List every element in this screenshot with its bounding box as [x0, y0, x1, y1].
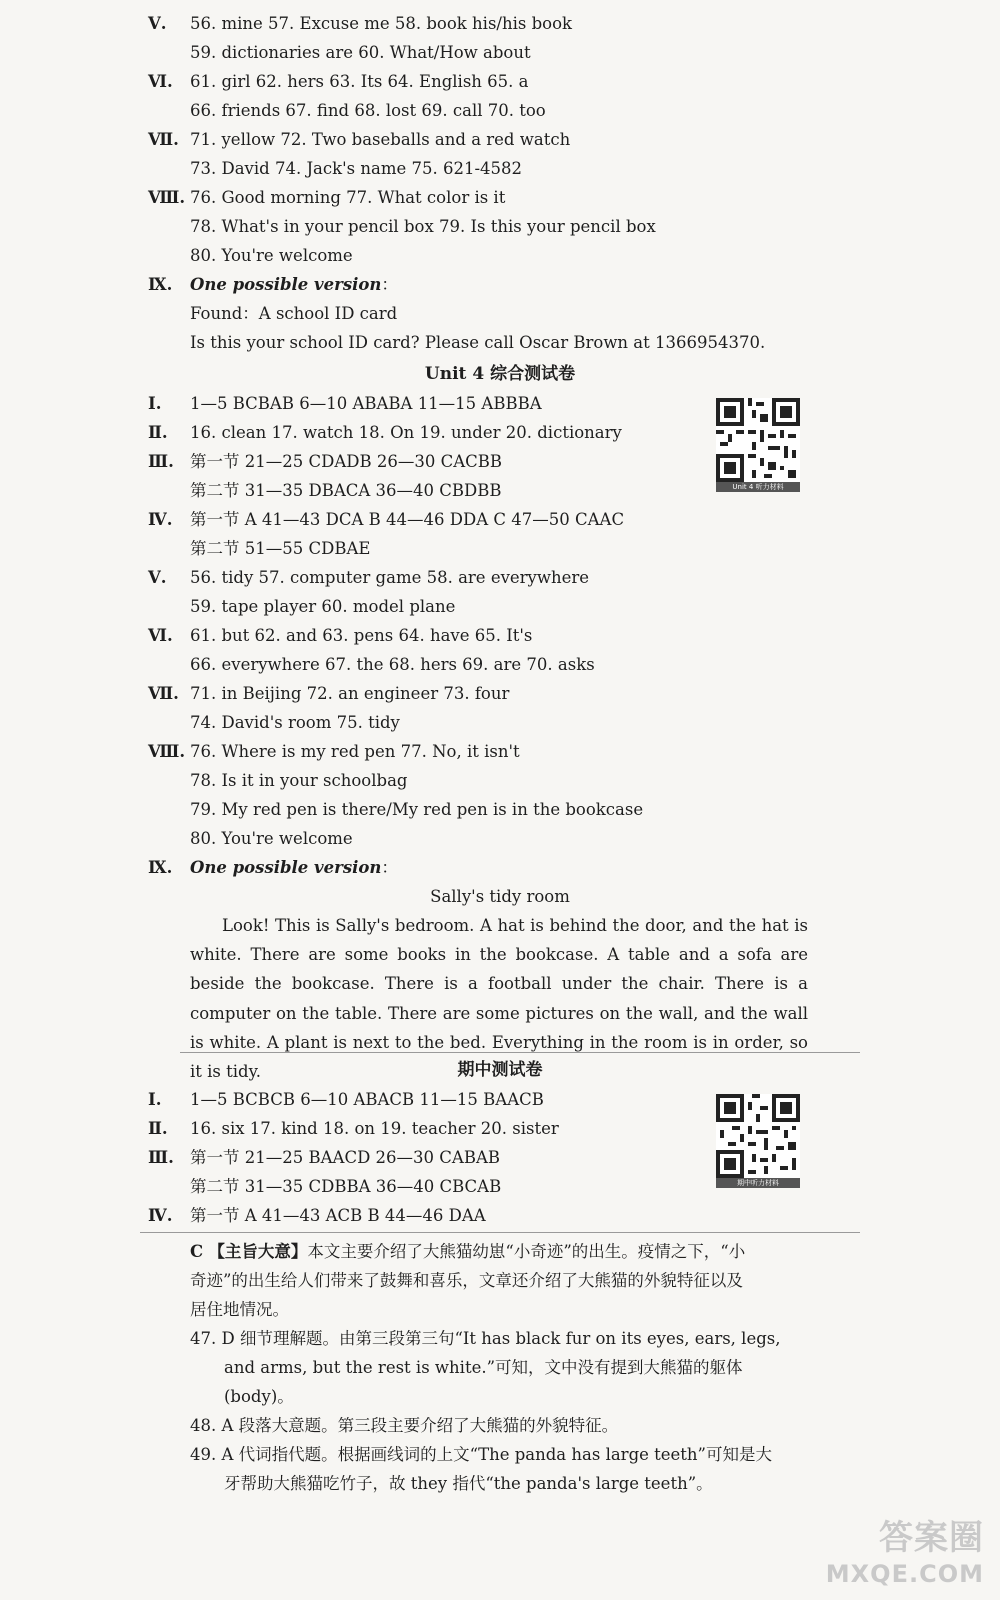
answer-line: 第二节 51—55 CDBAE: [190, 539, 371, 558]
answer-line: 第二节 31—35 CDBBA 36—40 CBCAB: [190, 1177, 502, 1196]
answer-line: 16. clean 17. watch 18. On 19. under 20. dictionary: [190, 423, 622, 442]
answer-line: 59. tape player 60. model plane: [190, 597, 456, 616]
page-split-divider: [140, 1232, 860, 1233]
qr-code-icon: [716, 1094, 800, 1178]
version-colon: ：: [381, 275, 398, 294]
site-watermark: [826, 1520, 984, 1592]
explanation-47-cont: (body)。: [224, 1387, 294, 1406]
section-numeral: Ⅰ.: [148, 1090, 162, 1109]
section-numeral: Ⅵ.: [148, 72, 173, 91]
answer-line: 61. girl 62. hers 63. Its 64. English 65. a: [190, 72, 529, 91]
watermark-url: MXQE.COM: [825, 1560, 984, 1588]
answer-line: 第二节 31—35 DBACA 36—40 CBDBB: [190, 481, 502, 500]
section-numeral: Ⅷ.: [148, 188, 186, 207]
section-numeral: Ⅳ.: [148, 510, 173, 529]
answer-line: 1—5 BCBAB 6—10 ABABA 11—15 ABBBA: [190, 394, 542, 413]
passage-c-summary: [190, 1237, 745, 1266]
answer-line: 73. David 74. Jack's name 75. 621-4582: [190, 159, 523, 178]
section-numeral: Ⅴ.: [148, 568, 167, 587]
answer-line: 16. six 17. kind 18. on 19. teacher 20. sister: [190, 1119, 559, 1138]
midterm-qr-code[interactable]: [716, 1094, 800, 1188]
found-line: Found：A school ID card: [190, 304, 398, 323]
section-numeral: Ⅴ.: [148, 14, 167, 33]
answer-line: 80. You're welcome: [190, 246, 353, 265]
watermark-logo-text: 答案圈: [879, 1518, 984, 1558]
section-numeral: Ⅲ.: [148, 1148, 174, 1167]
explanation-47-cont: and arms, but the rest is white.”可知，文中没有提到大熊猫的躯体: [224, 1358, 743, 1377]
midterm-title: 期中测试卷: [457, 1060, 543, 1080]
answer-line: 76. Where is my red pen 77. No, it isn't: [190, 742, 520, 761]
answer-line: 79. My red pen is there/My red pen is in the bookcase: [190, 800, 644, 819]
explanation-48: 48. A 段落大意题。第三段主要介绍了大熊猫的外貌特征。: [190, 1416, 619, 1435]
summary-line: 奇迹”的出生给人们带来了鼓舞和喜乐，文章还介绍了大熊猫的外貌特征以及: [190, 1271, 743, 1290]
section-divider: [180, 1052, 860, 1053]
answer-line: 76. Good morning 77. What color is it: [190, 188, 506, 207]
answer-line: 71. in Beijing 72. an engineer 73. four: [190, 684, 510, 703]
summary-line: 居住地情况。: [190, 1300, 289, 1319]
qr-caption: 期中听力材料: [716, 1178, 800, 1188]
explanation-47: 47. D 细节理解题。由第三段第三句“It has black fur on its eyes, ears, legs,: [190, 1329, 781, 1348]
answer-line: 61. but 62. and 63. pens 64. have 65. It's: [190, 626, 533, 645]
section-numeral: Ⅰ.: [148, 394, 162, 413]
answer-line: 78. What's in your pencil box 79. Is this your pencil box: [190, 217, 656, 236]
version-label: One possible version: [190, 275, 382, 294]
version-colon: ：: [381, 858, 398, 877]
version-heading: [190, 857, 398, 879]
section-numeral: Ⅳ.: [148, 1206, 173, 1225]
section-numeral: Ⅲ.: [148, 452, 174, 471]
answer-line: 56. tidy 57. computer game 58. are everywhere: [190, 568, 590, 587]
version-heading: [190, 274, 398, 296]
answer-line: 74. David's room 75. tidy: [190, 713, 400, 732]
section-numeral: Ⅵ.: [148, 626, 173, 645]
essay-body: Look! This is Sally's bedroom. A hat is behind the door, and the hat is white. There are some books in the bookcase. A table and a sofa are beside the bookcase. There is a football under the chair. There is a computer on the table. There are some pictures on the wall, and the wall is white. A plant is next to the bed. Everything in the room is in order, so it is tidy.: [190, 916, 808, 1082]
section-numeral: Ⅱ.: [148, 1119, 168, 1138]
passage-tag: 【主旨大意】: [208, 1242, 308, 1261]
section-numeral: Ⅶ.: [148, 684, 179, 703]
answer-line: 第一节 A 41—43 ACB B 44—46 DAA: [190, 1206, 486, 1225]
section-numeral: Ⅷ.: [148, 742, 186, 761]
answer-line: 71. yellow 72. Two baseballs and a red watch: [190, 130, 571, 149]
section-numeral: Ⅸ.: [148, 275, 173, 294]
answer-line: 66. friends 67. find 68. lost 69. call 70. too: [190, 101, 546, 120]
answer-line: 第一节 A 41—43 DCA B 44—46 DDA C 47—50 CAAC: [190, 510, 625, 529]
answer-line: 78. Is it in your schoolbag: [190, 771, 408, 790]
answer-line: 59. dictionaries are 60. What/How about: [190, 43, 531, 62]
explanation-49-cont: 牙帮助大熊猫吃竹子，故 they 指代“the panda's large teeth”。: [224, 1474, 713, 1493]
found-body: Is this your school ID card? Please call Oscar Brown at 1366954370.: [190, 333, 766, 352]
section-numeral: Ⅱ.: [148, 423, 168, 442]
unit4-qr-code[interactable]: [716, 398, 800, 492]
qr-caption: Unit 4 听力材料: [716, 482, 800, 492]
section-numeral: Ⅸ.: [148, 858, 173, 877]
answer-line: 66. everywhere 67. the 68. hers 69. are 70. asks: [190, 655, 595, 674]
passage-letter: C: [190, 1242, 204, 1261]
explanation-49: 49. A 代词指代题。根据画线词的上文“The panda has large teeth”可知是大: [190, 1445, 772, 1464]
version-label: One possible version: [190, 858, 382, 877]
answer-line: 56. mine 57. Excuse me 58. book his/his book: [190, 14, 573, 33]
answer-line: 1—5 BCBCB 6—10 ABACB 11—15 BAACB: [190, 1090, 544, 1109]
summary-text: 本文主要介绍了大熊猫幼崽“小奇迹”的出生。疫情之下，“小: [307, 1242, 746, 1261]
answer-line: 第一节 21—25 CDADB 26—30 CACBB: [190, 452, 503, 471]
answer-line: 第一节 21—25 BAACD 26—30 CABAB: [190, 1148, 500, 1167]
qr-code-icon: [716, 398, 800, 482]
essay-title: Sally's tidy room: [430, 887, 570, 906]
answer-line: 80. You're welcome: [190, 829, 353, 848]
unit4-title: Unit 4 综合测试卷: [424, 364, 576, 384]
section-numeral: Ⅶ.: [148, 130, 179, 149]
